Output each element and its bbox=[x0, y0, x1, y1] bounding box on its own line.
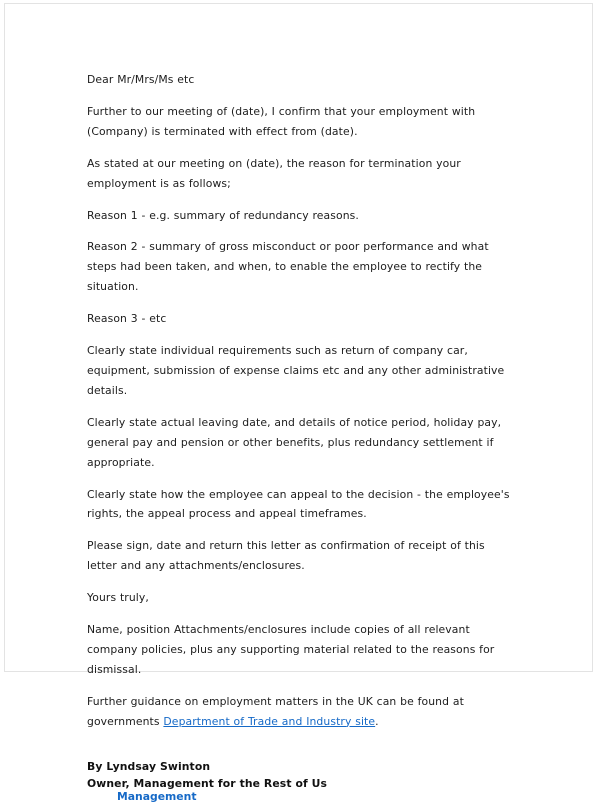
paragraph-sign-and-return: Please sign, date and return this letter as confirmation of receipt of this letter and any attachments/enclosures. bbox=[87, 539, 485, 573]
signature-author: By Lyndsay Swinton bbox=[87, 759, 211, 773]
paragraph-individual-requirements: Clearly state individual requirements such as return of company car, equipment, submission of expense claims etc and any other administrative details. bbox=[87, 344, 505, 397]
signature-block bbox=[87, 758, 511, 801]
paragraph-reason-3: Reason 3 - etc bbox=[87, 312, 167, 326]
paragraph-attachments: Name, position Attachments/enclosures include copies of all relevant company policies, plus any supporting material related to the reasons for dismissal. bbox=[87, 623, 495, 676]
paragraph-reason-1: Reason 1 - e.g. summary of redundancy reasons. bbox=[87, 208, 359, 222]
signature-title: Owner, Management for the Rest of Us bbox=[87, 777, 328, 791]
paragraph-salutation: Dear Mr/Mrs/Ms etc bbox=[87, 73, 195, 86]
paragraph-leaving-date-details: Clearly state actual leaving date, and details of notice period, holiday pay, general pay and pension or other benefits, plus redundancy settlement if appropriate. bbox=[87, 415, 502, 469]
dti-site-link[interactable]: Department of Trade and Industry site bbox=[163, 714, 376, 728]
paragraph-reason-2: Reason 2 - summary of gross misconduct or poor performance and what steps had been taken, and when, to enable the employee to rectify the situation. bbox=[87, 240, 489, 294]
paragraph-signoff: Yours truly, bbox=[87, 591, 149, 605]
clipped-overflow-text: Management bbox=[117, 789, 197, 803]
clipped-overflow-line bbox=[87, 789, 511, 803]
paragraph-termination-confirmation: Further to our meeting of (date), I confirm that your employment with (Company) is terminated with effect from (date). bbox=[87, 104, 476, 138]
guidance-trailing-text: . bbox=[375, 714, 379, 728]
guidance-lead-text: Further guidance on employment matters in the UK can be found at governments bbox=[87, 694, 464, 728]
paragraph-reason-intro: As stated at our meeting on (date), the reason for termination your employment is as follows; bbox=[87, 156, 461, 190]
paragraph-further-guidance bbox=[87, 692, 511, 732]
letter-body bbox=[87, 70, 511, 801]
paragraph-appeal-rights: Clearly state how the employee can appeal to the decision - the employee's rights, the appeal process and appeal timeframes. bbox=[87, 487, 510, 521]
document-page bbox=[4, 3, 593, 803]
